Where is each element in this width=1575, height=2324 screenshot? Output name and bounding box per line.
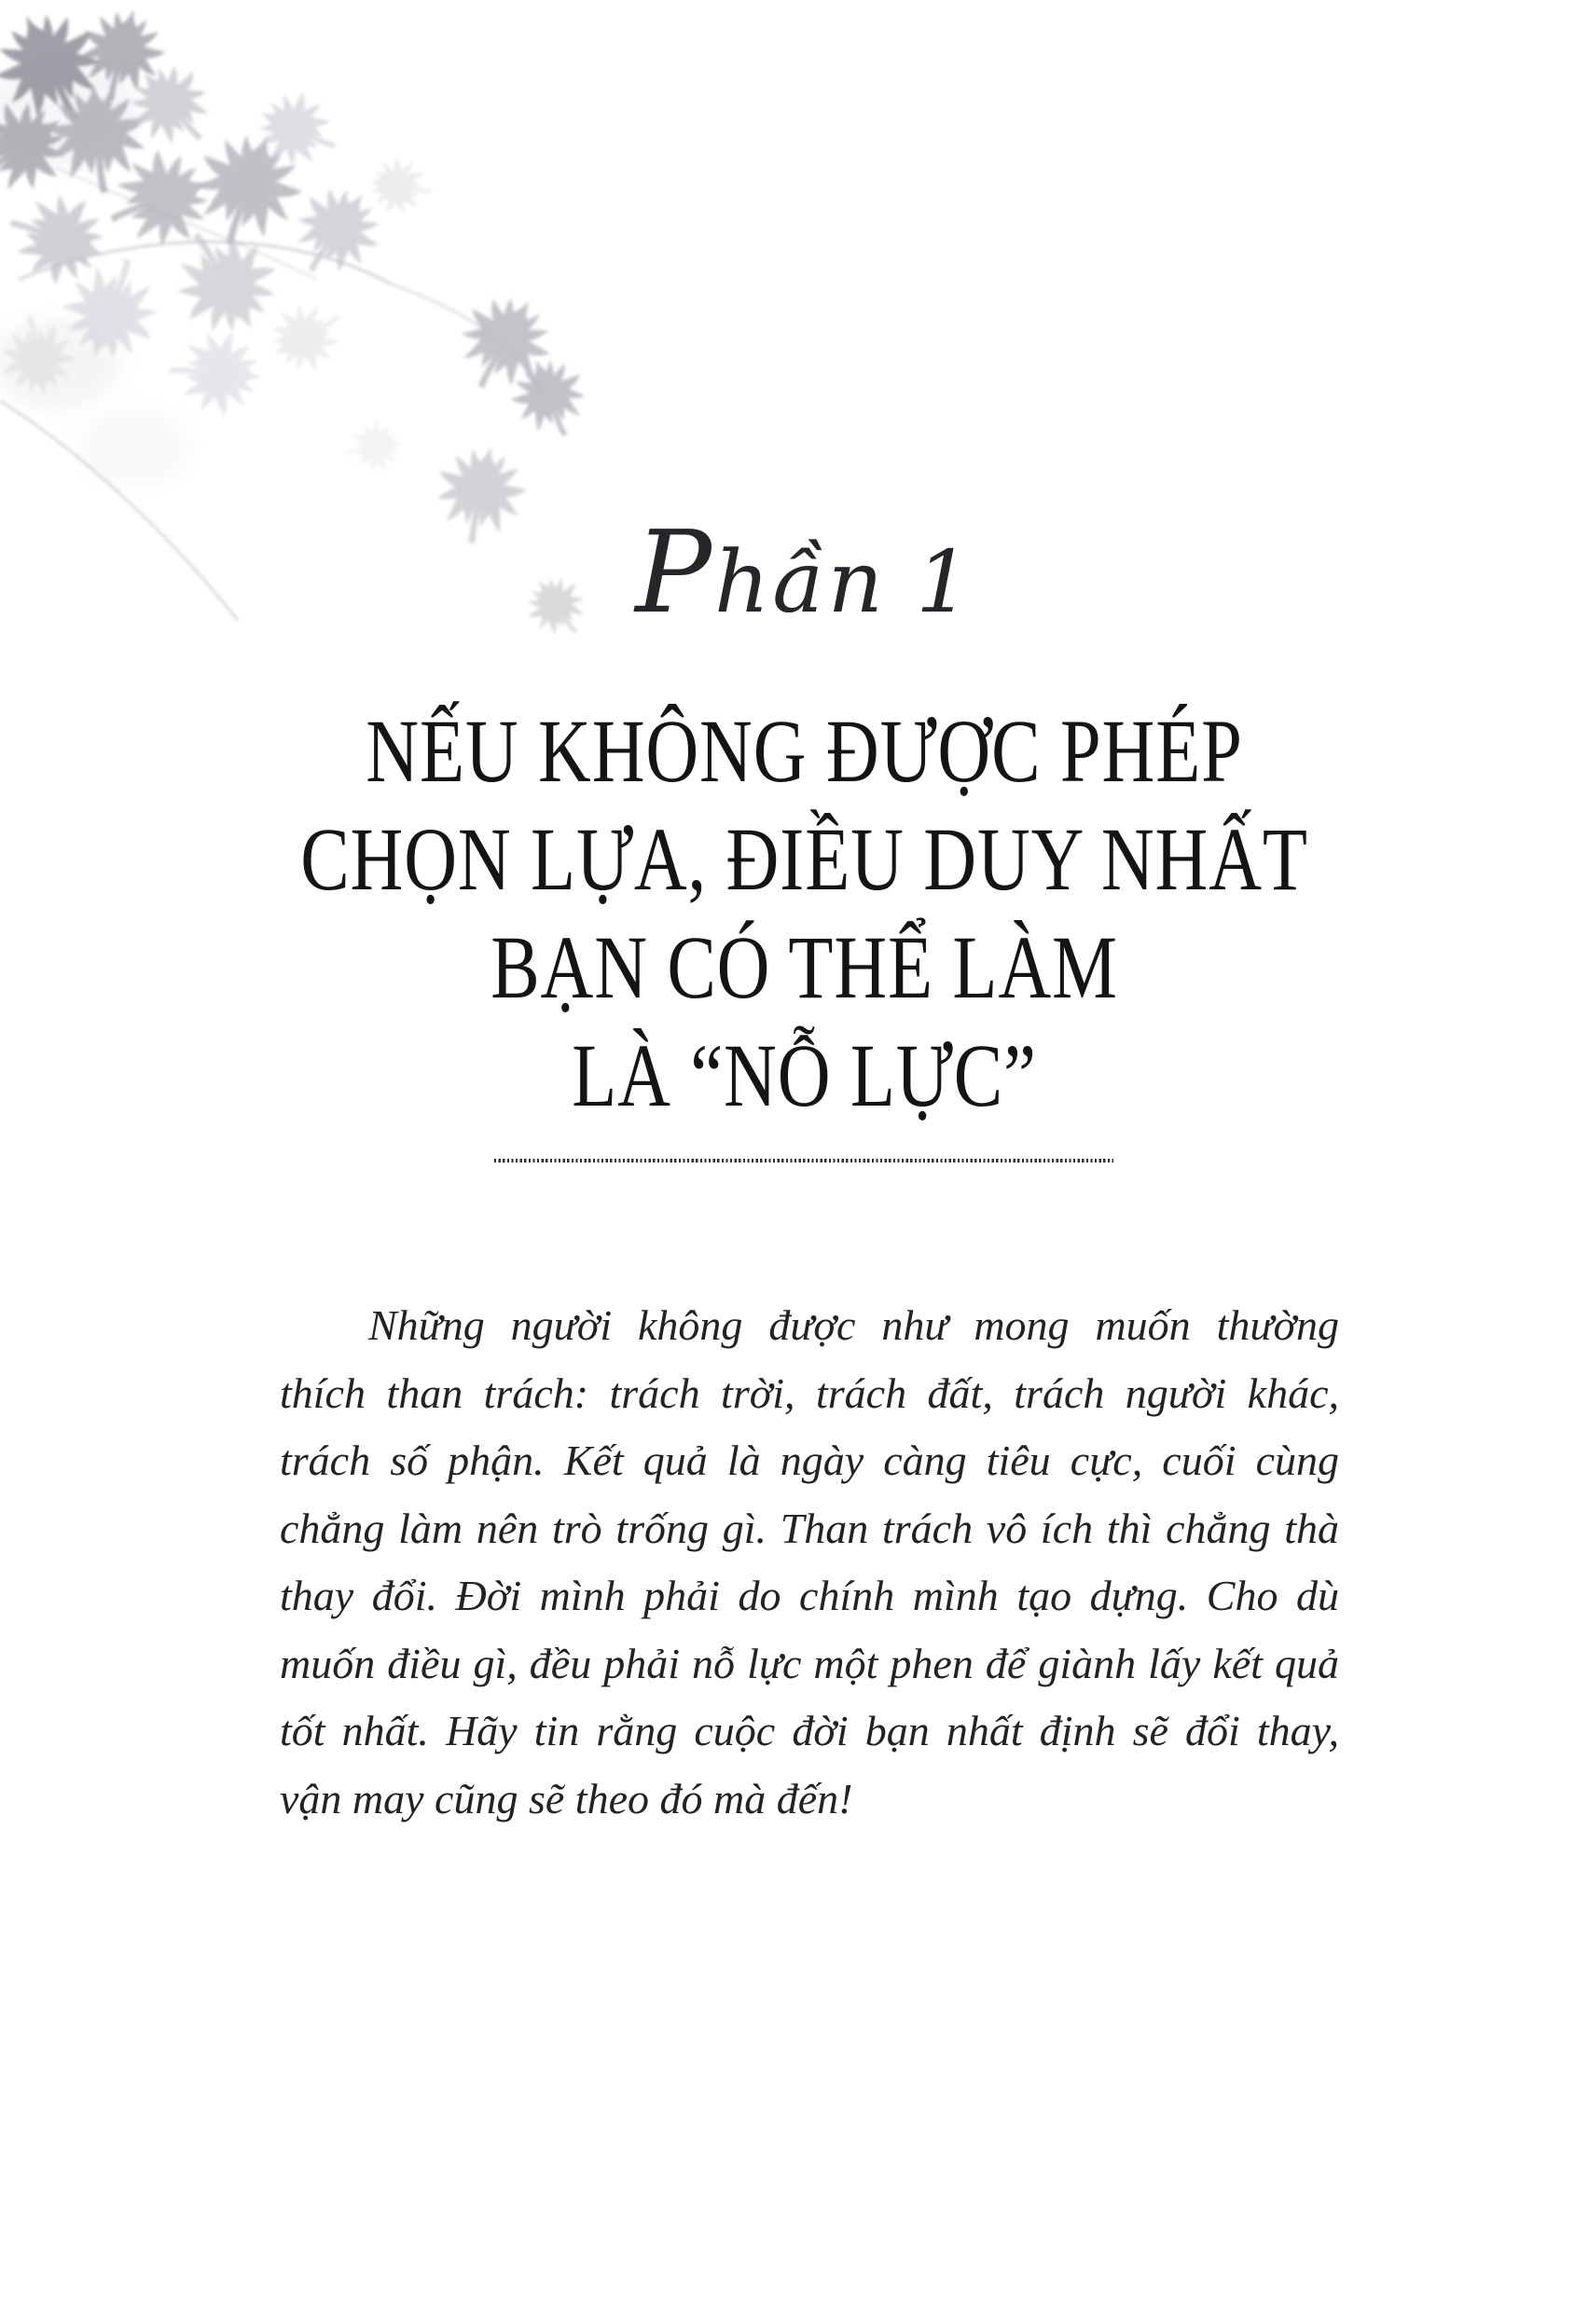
maple-leaf bbox=[245, 80, 350, 181]
maple-leaf bbox=[166, 326, 266, 419]
paragraph-line: muốn điều gì, đều phải nỗ lực một phen để giành lấy kết quả bbox=[280, 1639, 1339, 1687]
maple-leaf bbox=[154, 209, 296, 354]
paragraph-line: thích than trách: trách trời, trách đất, trách người khác, bbox=[280, 1368, 1339, 1417]
paragraph-line: vận may cũng sẽ theo đó mà đến! bbox=[280, 1774, 853, 1822]
maple-leaf bbox=[113, 48, 229, 165]
maple-leaf bbox=[257, 288, 357, 385]
paragraph-line: chẳng làm nên trò trống gì. Than trách vô ích thì chẳng thà bbox=[280, 1504, 1339, 1552]
maple-leaf bbox=[341, 416, 408, 477]
paragraph-line: Những người không được như mong muốn thường bbox=[368, 1301, 1339, 1349]
maple-leaf bbox=[364, 153, 436, 221]
maple-leaf bbox=[95, 137, 226, 262]
watercolor-blob bbox=[79, 408, 191, 487]
chapter-title-line: BẠN CÓ THỂ LÀM bbox=[490, 917, 1118, 1017]
maple-leaf bbox=[178, 117, 317, 261]
chapter-title bbox=[34, 697, 1575, 1130]
chapter-title-line: LÀ “NỖ LỰC” bbox=[572, 1025, 1037, 1125]
maple-leaves-decoration bbox=[0, 0, 653, 764]
paragraph-line: tốt nhất. Hãy tin rằng cuộc đời bạn nhất định sẽ đổi thay, bbox=[280, 1707, 1339, 1754]
watercolor-blob bbox=[0, 317, 121, 410]
maple-leaf bbox=[275, 170, 397, 294]
maple-leaf bbox=[0, 0, 122, 143]
paragraph-line: trách số phận. Kết quả là ngày càng tiêu cực, cuối cùng bbox=[280, 1437, 1339, 1484]
maple-leaf bbox=[0, 83, 86, 213]
maple-leaf bbox=[43, 79, 152, 198]
maple-leaf bbox=[69, 0, 174, 110]
branch-twig bbox=[392, 284, 546, 396]
maple-leaf bbox=[0, 309, 81, 402]
part-label: Phần 1 bbox=[635, 506, 974, 639]
watercolor-blob bbox=[0, 56, 140, 168]
branch-twig bbox=[19, 241, 392, 284]
paragraph-line: thay đổi. Đời mình phải do chính mình tạo dựng. Cho dù bbox=[280, 1572, 1339, 1619]
chapter-title-line: NẾU KHÔNG ĐƯỢC PHÉP bbox=[366, 701, 1243, 801]
chapter-title-line: CHỌN LỰA, ĐIỀU DUY NHẤT bbox=[300, 809, 1308, 909]
maple-leaf bbox=[0, 179, 119, 296]
maple-leaf bbox=[441, 279, 568, 408]
branch-twig bbox=[56, 168, 317, 280]
body-paragraph bbox=[280, 1292, 1339, 1833]
maple-leaf bbox=[49, 244, 174, 375]
dotted-divider bbox=[494, 1159, 1113, 1162]
maple-leaf bbox=[501, 347, 598, 448]
